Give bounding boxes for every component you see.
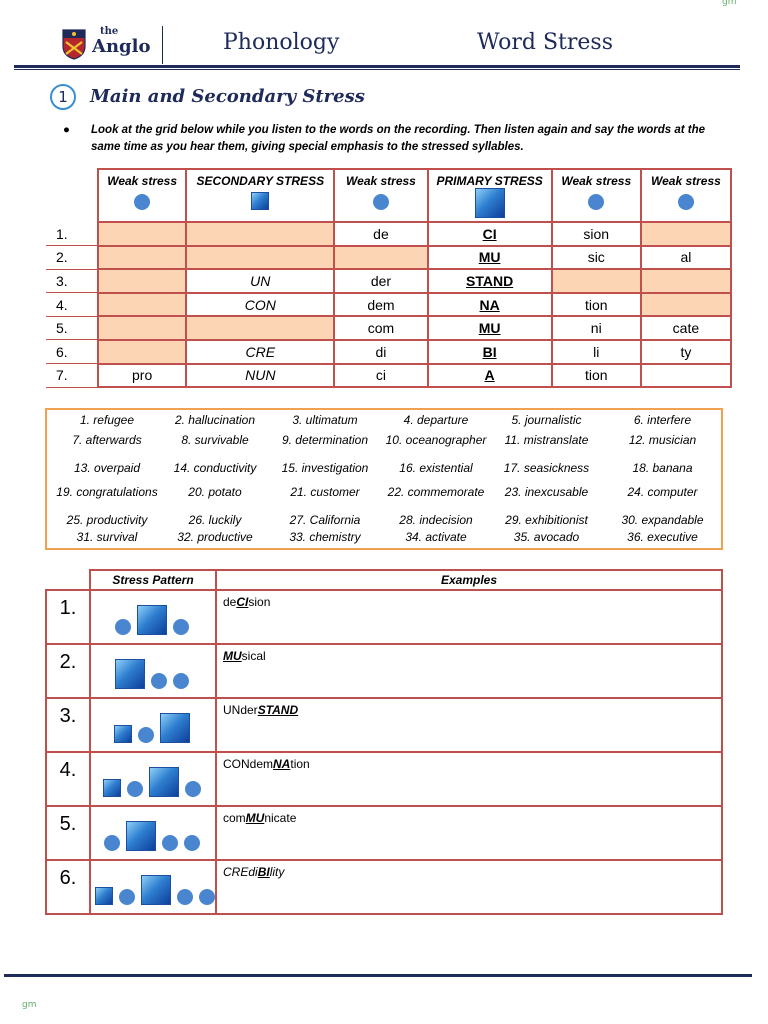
grid-header xyxy=(98,169,186,222)
word-item: 17. seasickness xyxy=(503,461,590,475)
grid-row xyxy=(46,293,731,317)
grid-corner xyxy=(46,169,98,222)
syllable: sion xyxy=(248,595,271,609)
grid-cell: BI xyxy=(428,340,552,364)
pattern-number: 4. xyxy=(46,752,90,806)
pattern-number: 6. xyxy=(46,860,90,914)
word-item: 36. executive xyxy=(627,530,698,544)
syllable: com xyxy=(223,811,246,825)
grid-row xyxy=(46,340,731,364)
grid-row-number: 7. xyxy=(46,364,98,388)
syllable: de xyxy=(223,595,237,609)
grid-header xyxy=(334,169,427,222)
instruction-text: Look at the grid below while you listen to the words on the recording. Then listen again and say the words at the same time as you hear them, giving special emphasis to the stressed syllables. xyxy=(91,124,706,153)
grid-cell: de xyxy=(334,222,427,246)
header-stress-pattern: Stress Pattern xyxy=(90,570,216,590)
grid-cell: ci xyxy=(334,364,427,388)
corner-mark-bottom: gm xyxy=(22,1000,37,1010)
weak-stress-circle-icon xyxy=(173,673,189,689)
word-item: 2. hallucination xyxy=(174,413,256,427)
word-item: 1. refugee xyxy=(79,413,135,427)
logo-the: the xyxy=(100,26,119,37)
pattern-table-header xyxy=(46,570,722,590)
section-number: 1 xyxy=(50,84,76,110)
primary-stress-square-icon xyxy=(475,188,505,218)
weak-stress-circle-icon xyxy=(177,889,193,905)
grid-cell xyxy=(98,340,186,364)
word-item: 10. oceanographer xyxy=(385,433,487,447)
grid-cell: CRE xyxy=(186,340,334,364)
grid-header xyxy=(428,169,552,222)
grid-cell: com xyxy=(334,316,427,340)
pattern-example xyxy=(216,860,722,914)
pattern-example xyxy=(216,752,722,806)
grid-cell: ty xyxy=(641,340,731,364)
word-item: 18. banana xyxy=(632,461,693,475)
syllable: CONdem xyxy=(223,757,274,771)
grid-row-number: 5. xyxy=(46,316,98,340)
header-rule xyxy=(14,65,740,68)
primary-stress-square-icon xyxy=(149,767,179,797)
corner-mark-top: gm xyxy=(722,0,737,7)
grid-cell: ni xyxy=(552,316,641,340)
stressed-syllable: BI xyxy=(257,865,270,879)
pattern-symbols xyxy=(90,860,216,914)
word-item: 11. mistranslate xyxy=(504,433,589,447)
grid-row-number: 1. xyxy=(46,222,98,246)
grid-row-number: 4. xyxy=(46,293,98,317)
pattern-number: 5. xyxy=(46,806,90,860)
grid-header xyxy=(186,169,334,222)
primary-stress-square-icon xyxy=(160,713,190,743)
weak-stress-circle-icon xyxy=(185,781,201,797)
weak-stress-circle-icon xyxy=(104,835,120,851)
grid-cell xyxy=(641,269,731,293)
grid-cell: CON xyxy=(186,293,334,317)
grid-cell: li xyxy=(552,340,641,364)
pattern-number: 2. xyxy=(46,644,90,698)
pattern-example xyxy=(216,644,722,698)
pattern-number: 3. xyxy=(46,698,90,752)
pattern-example xyxy=(216,590,722,644)
stressed-syllable: MU xyxy=(245,811,265,825)
header-topic: Word Stress xyxy=(477,30,613,55)
secondary-stress-square-icon xyxy=(95,887,113,905)
grid-row-number: 3. xyxy=(46,269,98,293)
grid-cell xyxy=(186,316,334,340)
pattern-row xyxy=(46,752,722,806)
stressed-syllable: NA xyxy=(273,757,291,771)
section-title: Main and Secondary Stress xyxy=(90,86,365,107)
pattern-symbols xyxy=(90,644,216,698)
grid-cell: STAND xyxy=(428,269,552,293)
grid-cell: NA xyxy=(428,293,552,317)
page-header xyxy=(0,18,768,70)
stress-grid xyxy=(46,168,732,388)
grid-header xyxy=(552,169,641,222)
word-item: 27. California xyxy=(289,513,361,527)
weak-stress-circle-icon xyxy=(184,835,200,851)
word-item: 9. determination xyxy=(281,433,369,447)
weak-stress-circle-icon xyxy=(678,194,694,210)
weak-stress-circle-icon xyxy=(162,835,178,851)
word-item: 5. journalistic xyxy=(511,413,582,427)
grid-cell xyxy=(98,246,186,270)
weak-stress-circle-icon xyxy=(588,194,604,210)
word-item: 16. existential xyxy=(399,461,473,475)
weak-stress-circle-icon xyxy=(373,194,389,210)
pattern-symbols xyxy=(90,806,216,860)
grid-cell xyxy=(98,316,186,340)
header-subject: Phonology xyxy=(223,30,340,55)
word-item: 7. afterwards xyxy=(72,433,142,447)
grid-cell xyxy=(186,222,334,246)
weak-stress-circle-icon xyxy=(134,194,150,210)
bullet-icon: ● xyxy=(63,124,70,136)
stressed-syllable: CI xyxy=(236,595,249,609)
header-divider xyxy=(162,26,163,64)
secondary-stress-square-icon xyxy=(114,725,132,743)
grid-cell: sion xyxy=(552,222,641,246)
word-item: 3. ultimatum xyxy=(292,413,358,427)
pattern-symbols xyxy=(90,752,216,806)
weak-stress-circle-icon xyxy=(119,889,135,905)
grid-header-label: Weak stress xyxy=(650,174,721,188)
word-item: 32. productive xyxy=(177,530,253,544)
word-list-box xyxy=(45,408,723,550)
word-item: 29. exhibitionist xyxy=(505,513,588,527)
grid-cell: sic xyxy=(552,246,641,270)
grid-cell: pro xyxy=(98,364,186,388)
word-item: 22. commemorate xyxy=(387,485,485,499)
word-item: 28. indecision xyxy=(399,513,473,527)
grid-row xyxy=(46,269,731,293)
grid-cell xyxy=(98,293,186,317)
word-item: 26. luckily xyxy=(188,513,242,527)
pattern-row xyxy=(46,590,722,644)
word-item: 35. avocado xyxy=(513,530,580,544)
grid-cell: A xyxy=(428,364,552,388)
syllable: nicate xyxy=(264,811,297,825)
pattern-symbols xyxy=(90,698,216,752)
grid-cell xyxy=(334,246,427,270)
weak-stress-circle-icon xyxy=(138,727,154,743)
grid-header-label: SECONDARY STRESS xyxy=(196,174,325,188)
header-rule-thin xyxy=(14,69,740,70)
word-item: 6. interfere xyxy=(633,413,692,427)
pattern-row xyxy=(46,860,722,914)
word-item: 21. customer xyxy=(290,485,360,499)
weak-stress-circle-icon xyxy=(173,619,189,635)
grid-cell: di xyxy=(334,340,427,364)
word-item: 12. musician xyxy=(628,433,697,447)
grid-header-label: PRIMARY STRESS xyxy=(436,174,543,188)
grid-cell: dem xyxy=(334,293,427,317)
word-item: 14. conductivity xyxy=(173,461,257,475)
word-item: 30. expandable xyxy=(621,513,704,527)
grid-row xyxy=(46,222,731,246)
header-examples: Examples xyxy=(216,570,722,590)
stressed-syllable: STAND xyxy=(257,703,299,717)
primary-stress-square-icon xyxy=(115,659,145,689)
grid-row-number: 6. xyxy=(46,340,98,364)
syllable: lity xyxy=(269,865,285,879)
primary-stress-square-icon xyxy=(141,875,171,905)
pattern-row xyxy=(46,698,722,752)
primary-stress-square-icon xyxy=(137,605,167,635)
grid-cell: NUN xyxy=(186,364,334,388)
grid-cell: UN xyxy=(186,269,334,293)
grid-cell: MU xyxy=(428,246,552,270)
syllable: CREdi xyxy=(223,865,258,879)
pattern-example xyxy=(216,698,722,752)
pattern-symbols xyxy=(90,590,216,644)
word-item: 19. congratulations xyxy=(56,485,158,499)
grid-header-label: Weak stress xyxy=(561,174,632,188)
word-item: 31. survival xyxy=(76,530,138,544)
footer-rule xyxy=(4,974,752,977)
weak-stress-circle-icon xyxy=(127,781,143,797)
word-item: 24. computer xyxy=(627,485,698,499)
grid-row xyxy=(46,246,731,270)
word-item: 4. departure xyxy=(403,413,469,427)
word-item: 33. chemistry xyxy=(289,530,361,544)
syllable: UNder xyxy=(223,703,258,717)
grid-row-number: 2. xyxy=(46,246,98,270)
header-empty xyxy=(46,570,90,590)
grid-cell xyxy=(641,293,731,317)
grid-header xyxy=(641,169,731,222)
grid-cell: cate xyxy=(641,316,731,340)
grid-cell xyxy=(641,222,731,246)
grid-cell xyxy=(641,364,731,388)
instruction xyxy=(63,122,716,156)
anglo-logo xyxy=(62,26,167,66)
grid-cell: tion xyxy=(552,293,641,317)
grid-cell xyxy=(98,269,186,293)
grid-header-label: Weak stress xyxy=(107,174,178,188)
logo-name: Anglo xyxy=(92,36,151,57)
primary-stress-square-icon xyxy=(126,821,156,851)
word-item: 34. activate xyxy=(405,530,467,544)
grid-header-label: Weak stress xyxy=(346,174,416,188)
secondary-stress-square-icon xyxy=(251,192,269,210)
grid-cell xyxy=(98,222,186,246)
grid-row xyxy=(46,316,731,340)
grid-cell: al xyxy=(641,246,731,270)
grid-cell: CI xyxy=(428,222,552,246)
syllable: sical xyxy=(241,649,266,663)
pattern-row xyxy=(46,806,722,860)
grid-row xyxy=(46,364,731,388)
grid-cell: MU xyxy=(428,316,552,340)
grid-cell xyxy=(552,269,641,293)
pattern-example xyxy=(216,806,722,860)
secondary-stress-square-icon xyxy=(103,779,121,797)
stress-pattern-table xyxy=(45,569,723,915)
word-item: 13. overpaid xyxy=(73,461,141,475)
grid-cell: der xyxy=(334,269,427,293)
shield-icon xyxy=(62,28,86,60)
pattern-number: 1. xyxy=(46,590,90,644)
word-item: 25. productivity xyxy=(66,513,148,527)
weak-stress-circle-icon xyxy=(115,619,131,635)
word-item: 20. potato xyxy=(188,485,242,499)
word-item: 15. investigation xyxy=(281,461,369,475)
grid-cell xyxy=(186,246,334,270)
weak-stress-circle-icon xyxy=(199,889,215,905)
syllable: tion xyxy=(290,757,310,771)
grid-cell: tion xyxy=(552,364,641,388)
weak-stress-circle-icon xyxy=(151,673,167,689)
stressed-syllable: MU xyxy=(223,649,242,663)
pattern-row xyxy=(46,644,722,698)
word-item: 23. inexcusable xyxy=(504,485,589,499)
word-item: 8. survivable xyxy=(181,433,249,447)
